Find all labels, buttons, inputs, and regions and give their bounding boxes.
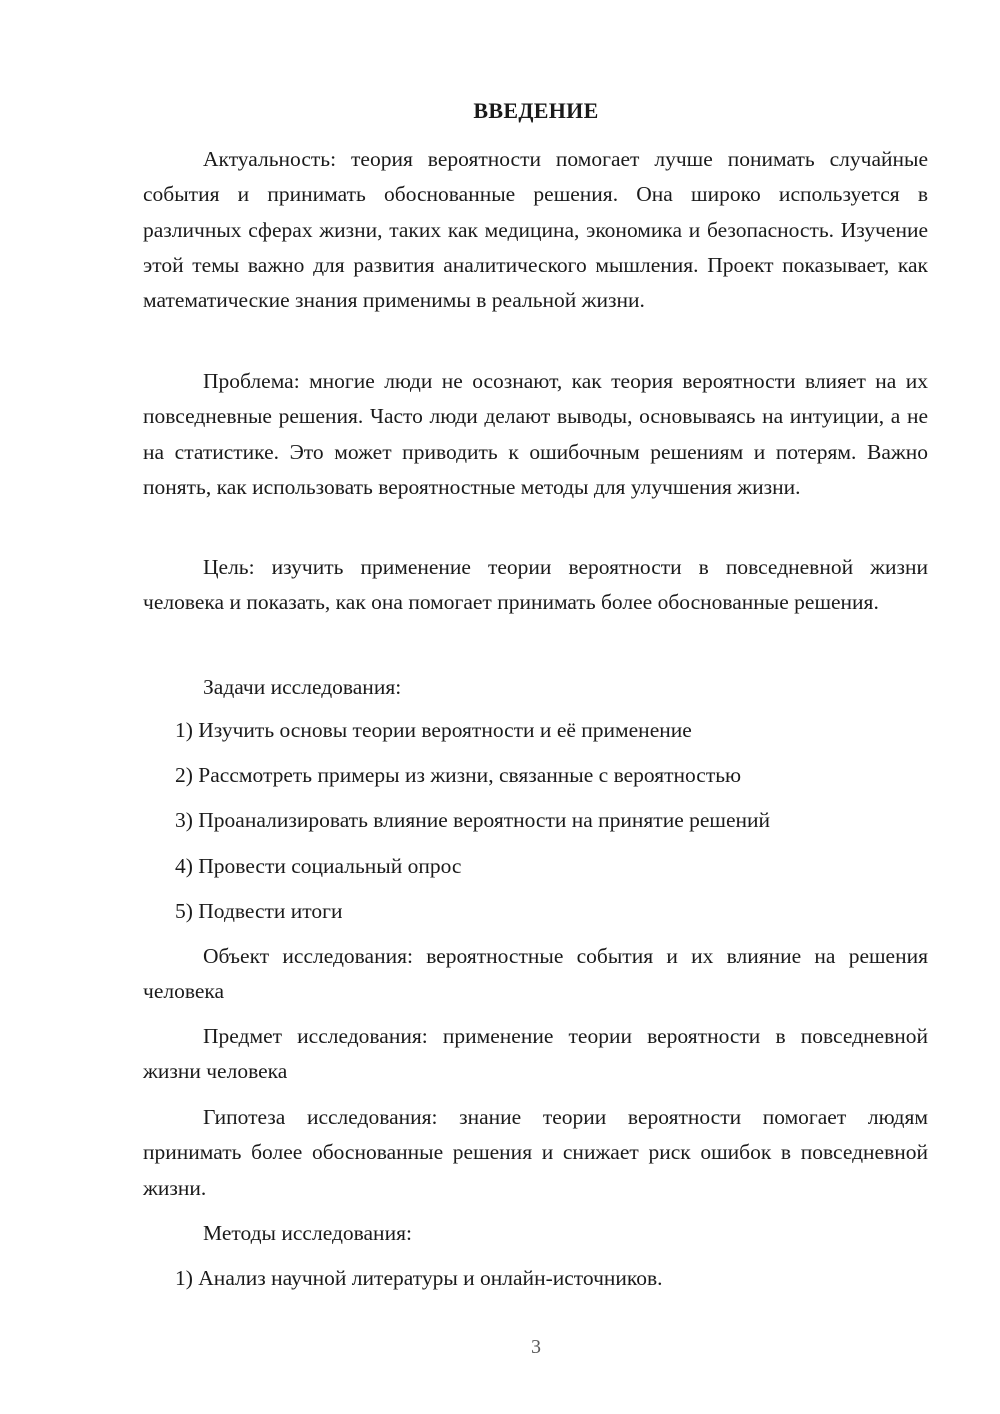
methods-title: Методы исследования:	[203, 1221, 412, 1245]
relevance-paragraph: Актуальность: теория вероятности помогает лучше понимать случайные события и принимать обоснованные решения. Она широко используется в различных сферах жизни, таких как медицина, экономика и безопасность. Изучение этой темы важно для развития аналитического мышления. Проект показывает, как математические знания применимы в реальной жизни.	[143, 147, 928, 313]
subject-paragraph: Предмет исследования: применение теории вероятности в повседневной жизни человека	[143, 1024, 928, 1084]
method-item-1: 1) Анализ научной литературы и онлайн-источников.	[175, 1266, 663, 1290]
goal-paragraph: Цель: изучить применение теории вероятности в повседневной жизни человека и показать, как она помогает принимать более обоснованные решения.	[143, 555, 928, 615]
task-item-2: 2) Рассмотреть примеры из жизни, связанные с вероятностью	[175, 763, 742, 787]
problem-paragraph: Проблема: многие люди не осознают, как теория вероятности влияет на их повседневные решения. Часто люди делают выводы, основываясь на интуиции, а не на статистике. Это может приводить к ошибочным решениям и потерям. Важно понять, как использовать вероятностные методы для улучшения жизни.	[143, 369, 928, 499]
object-paragraph: Объект исследования: вероятностные события и их влияние на решения человека	[143, 944, 928, 1004]
task-item-1: 1) Изучить основы теории вероятности и её применение	[175, 718, 692, 742]
task-item-4: 4) Провести социальный опрос	[175, 854, 462, 878]
hypothesis-paragraph: Гипотеза исследования: знание теории вероятности помогает людям принимать более обоснованные решения и снижает риск ошибок в повседневной жизни.	[143, 1105, 928, 1200]
section-heading: ВВЕДЕНИЕ	[473, 98, 599, 123]
tasks-title: Задачи исследования:	[203, 675, 402, 699]
task-item-3: 3) Проанализировать влияние вероятности на принятие решений	[175, 808, 771, 832]
page-number: 3	[531, 1336, 541, 1358]
task-item-5: 5) Подвести итоги	[175, 899, 343, 923]
